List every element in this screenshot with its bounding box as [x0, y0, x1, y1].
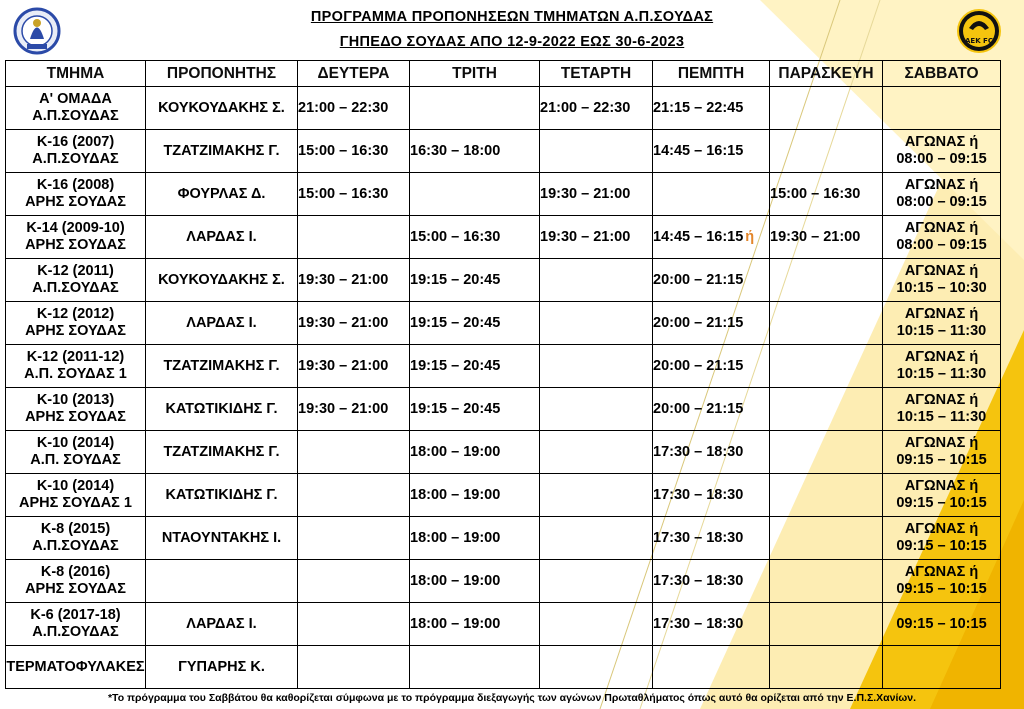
mon-slot-cell [298, 603, 410, 646]
saturday-time: 08:00 – 09:15 [896, 151, 987, 167]
coach-cell: ΤΖΑΤΖΙΜΑΚΗΣ Γ. [146, 431, 298, 474]
time-slot: 18:00 – 19:00 [410, 573, 501, 589]
mon-slot-cell [298, 474, 410, 517]
time-slot: 19:30 – 21:00 [298, 272, 389, 288]
coach-cell: ΚΟΥΚΟΥΔΑΚΗΣ Σ. [146, 87, 298, 130]
saturday-cell [883, 474, 1001, 517]
table-header-row [6, 61, 1001, 87]
wed-slot-cell [540, 130, 653, 173]
thu-slot-cell [653, 603, 770, 646]
match-or-label: ΑΓΩΝΑΣ ή [904, 435, 979, 451]
wed-slot-cell [540, 259, 653, 302]
time-slot: 17:30 – 18:30 [653, 487, 744, 503]
table-row [6, 130, 1001, 173]
wed-slot-cell [540, 345, 653, 388]
team-name: ΤΕΡΜΑΤΟΦΥΛΑΚΕΣ [6, 658, 145, 675]
fri-slot-cell [770, 302, 883, 345]
team-cell [6, 302, 146, 345]
mon-slot-cell [298, 130, 410, 173]
match-or-label: ΑΓΩΝΑΣ ή [904, 349, 979, 365]
thu-slot-cell [653, 560, 770, 603]
team-cell [6, 173, 146, 216]
mon-slot-cell [298, 560, 410, 603]
wed-slot-cell [540, 302, 653, 345]
match-or-label: ΑΓΩΝΑΣ ή [904, 263, 979, 279]
tue-slot-cell [410, 517, 540, 560]
time-slot: 21:15 – 22:45 [653, 100, 744, 116]
coach-cell: ΛΑΡΔΑΣ Ι. [146, 302, 298, 345]
table-row [6, 560, 1001, 603]
time-slot: 15:00 – 16:30 [298, 143, 389, 159]
coach-cell: ΦΟΥΡΛΑΣ Δ. [146, 173, 298, 216]
fri-slot-cell [770, 560, 883, 603]
team-name: Κ-8 (2015) [40, 521, 111, 537]
thu-slot-cell [653, 474, 770, 517]
wed-slot-cell [540, 216, 653, 259]
time-slot: 19:30 – 21:00 [298, 315, 389, 331]
time-slot: 17:30 – 18:30 [653, 530, 744, 546]
page-title: ΠΡΟΓΡΑΜΜΑ ΠΡΟΠΟΝΗΣΕΩΝ ΤΜΗΜΑΤΩΝ Α.Π.ΣΟΥΔΑΣ [310, 9, 714, 25]
saturday-time: 09:15 – 10:15 [896, 495, 987, 511]
team-cell [6, 431, 146, 474]
wed-slot-cell [540, 431, 653, 474]
thu-slot-cell [653, 216, 770, 259]
team-name: Κ-8 (2016) [40, 564, 111, 580]
header-saturday: ΣΑΒΒΑΤΟ [883, 61, 1001, 87]
team-cell [6, 388, 146, 431]
team-name: Κ-14 (2009-10) [26, 220, 125, 236]
saturday-time: 10:15 – 11:30 [896, 366, 987, 382]
match-or-label: ΑΓΩΝΑΣ ή [904, 220, 979, 236]
coach-cell: ΚΑΤΩΤΙΚΙΔΗΣ Γ. [146, 474, 298, 517]
team-club: ΑΡΗΣ ΣΟΥΔΑΣ [25, 237, 126, 253]
team-club: Α.Π.ΣΟΥΔΑΣ [32, 108, 119, 124]
coach-cell: ΛΑΡΔΑΣ Ι. [146, 603, 298, 646]
time-slot: 18:00 – 19:00 [410, 487, 501, 503]
team-cell [6, 130, 146, 173]
wed-slot-cell [540, 388, 653, 431]
team-name: Κ-12 (2011) [37, 263, 114, 279]
mon-slot-cell [298, 517, 410, 560]
mon-slot-cell [298, 302, 410, 345]
match-or-label: ΑΓΩΝΑΣ ή [904, 478, 979, 494]
table-row [6, 345, 1001, 388]
mon-slot-cell [298, 259, 410, 302]
team-club: Α.Π. ΣΟΥΔΑΣ [30, 452, 121, 468]
thu-slot-cell [653, 345, 770, 388]
time-slot: 19:30 – 21:00 [540, 186, 631, 202]
tue-slot-cell [410, 603, 540, 646]
saturday-time: 09:15 – 10:15 [896, 615, 987, 632]
coach-cell [146, 560, 298, 603]
time-slot: 18:00 – 19:00 [410, 616, 501, 632]
match-or-label: ΑΓΩΝΑΣ ή [904, 134, 979, 150]
coach-cell: ΝΤΑΟΥΝΤΑΚΗΣ Ι. [146, 517, 298, 560]
team-name: Κ-12 (2011-12) [26, 349, 125, 365]
team-club: Α.Π.ΣΟΥΔΑΣ [32, 538, 119, 554]
fri-slot-cell [770, 87, 883, 130]
team-cell [6, 216, 146, 259]
thu-slot-cell [653, 517, 770, 560]
thu-slot-cell [653, 431, 770, 474]
page-subtitle: ΓΗΠΕΔΟ ΣΟΥΔΑΣ ΑΠΟ 12-9-2022 ΕΩΣ 30-6-2023 [339, 34, 685, 50]
table-row [6, 259, 1001, 302]
time-slot: 18:00 – 19:00 [410, 444, 501, 460]
header-team: ΤΜΗΜΑ [6, 61, 146, 87]
saturday-cell [883, 216, 1001, 259]
team-name: Κ-6 (2017-18) [30, 607, 121, 623]
thu-slot-cell [653, 259, 770, 302]
tue-slot-cell [410, 646, 540, 689]
coach-cell: ΤΖΑΤΖΙΜΑΚΗΣ Γ. [146, 345, 298, 388]
saturday-time: 09:15 – 10:15 [896, 581, 987, 597]
time-slot: 19:15 – 20:45 [410, 401, 501, 417]
table-row [6, 474, 1001, 517]
table-row [6, 87, 1001, 130]
tue-slot-cell [410, 173, 540, 216]
time-slot: 19:30 – 21:00 [770, 229, 861, 245]
fri-slot-cell [770, 259, 883, 302]
time-slot: 19:15 – 20:45 [410, 358, 501, 374]
saturday-cell [883, 173, 1001, 216]
time-slot: 20:00 – 21:15 [653, 358, 744, 374]
wed-slot-cell [540, 87, 653, 130]
header-coach: ΠΡΟΠΟΝΗΤΗΣ [146, 61, 298, 87]
saturday-cell [883, 388, 1001, 431]
team-club: ΑΡΗΣ ΣΟΥΔΑΣ [25, 194, 126, 210]
time-slot: 18:00 – 19:00 [410, 530, 501, 546]
table-row [6, 216, 1001, 259]
fri-slot-cell [770, 388, 883, 431]
match-or-label: ΑΓΩΝΑΣ ή [904, 177, 979, 193]
time-slot: 17:30 – 18:30 [653, 573, 744, 589]
time-slot: 20:00 – 21:15 [653, 401, 744, 417]
table-row [6, 603, 1001, 646]
team-club: ΑΡΗΣ ΣΟΥΔΑΣ [25, 323, 126, 339]
fri-slot-cell [770, 345, 883, 388]
saturday-time: 10:15 – 11:30 [896, 323, 987, 339]
tue-slot-cell [410, 302, 540, 345]
team-name: Α' ΟΜΑΔΑ [39, 91, 112, 107]
saturday-time: 09:15 – 10:15 [896, 538, 987, 554]
team-name: Κ-12 (2012) [36, 306, 115, 322]
time-slot: 14:45 – 16:15 [653, 143, 744, 159]
team-name: Κ-16 (2007) [36, 134, 115, 150]
fri-slot-cell [770, 173, 883, 216]
match-or-label: ΑΓΩΝΑΣ ή [904, 521, 979, 537]
header-thursday: ΠΕΜΠΤΗ [653, 61, 770, 87]
time-slot: 20:00 – 21:15 [653, 315, 744, 331]
team-cell [6, 345, 146, 388]
thu-slot-cell [653, 130, 770, 173]
saturday-time: 10:15 – 11:30 [896, 409, 987, 425]
mon-slot-cell [298, 388, 410, 431]
table-row [6, 517, 1001, 560]
saturday-cell [883, 345, 1001, 388]
wed-slot-cell [540, 646, 653, 689]
aek-logo-text: AEK FC [965, 37, 993, 45]
tue-slot-cell [410, 388, 540, 431]
tue-slot-cell [410, 431, 540, 474]
team-club: ΑΡΗΣ ΣΟΥΔΑΣ [25, 581, 126, 597]
saturday-cell [883, 87, 1001, 130]
saturday-cell [883, 431, 1001, 474]
coach-cell: ΓΥΠΑΡΗΣ Κ. [146, 646, 298, 689]
team-club: Α.Π. ΣΟΥΔΑΣ 1 [24, 366, 127, 382]
fri-slot-cell [770, 517, 883, 560]
thu-slot-cell [653, 646, 770, 689]
wed-slot-cell [540, 603, 653, 646]
mon-slot-cell [298, 216, 410, 259]
time-slot: 19:30 – 21:00 [298, 401, 389, 417]
tue-slot-cell [410, 216, 540, 259]
time-slot: 21:00 – 22:30 [540, 100, 631, 116]
time-slot: 17:30 – 18:30 [653, 616, 744, 632]
saturday-cell [883, 259, 1001, 302]
mon-slot-cell [298, 87, 410, 130]
time-slot: 19:30 – 21:00 [540, 229, 631, 245]
tue-slot-cell [410, 259, 540, 302]
wed-slot-cell [540, 517, 653, 560]
match-or-label: ΑΓΩΝΑΣ ή [904, 392, 979, 408]
mon-slot-cell [298, 345, 410, 388]
saturday-time: 09:15 – 10:15 [896, 452, 987, 468]
footnote: *Το πρόγραμμα του Σαββάτου θα καθορίζεται σύμφωνα με το πρόγραμμα διεξαγωγής των αγώνων Πρωταθλήματος όπως αυτό θα ορίζεται από την Ε.Π.Σ.Χανίων. [107, 692, 917, 704]
coach-cell: ΚΑΤΩΤΙΚΙΔΗΣ Γ. [146, 388, 298, 431]
saturday-cell [883, 302, 1001, 345]
header-monday: ΔΕΥΤΕΡΑ [298, 61, 410, 87]
time-slot: 15:00 – 16:30 [410, 229, 501, 245]
coach-cell: ΚΟΥΚΟΥΔΑΚΗΣ Σ. [146, 259, 298, 302]
wed-slot-cell [540, 474, 653, 517]
mon-slot-cell [298, 431, 410, 474]
coach-cell: ΤΖΑΤΖΙΜΑΚΗΣ Γ. [146, 130, 298, 173]
team-name: Κ-10 (2014) [36, 478, 115, 494]
team-name: Κ-16 (2008) [36, 177, 115, 193]
team-club: ΑΡΗΣ ΣΟΥΔΑΣ [25, 409, 126, 425]
saturday-time: 10:15 – 10:30 [896, 280, 987, 296]
team-cell [6, 560, 146, 603]
header-friday: ΠΑΡΑΣΚΕΥΗ [770, 61, 883, 87]
time-slot: 16:30 – 18:00 [410, 143, 501, 159]
team-cell [6, 259, 146, 302]
thu-slot-cell [653, 87, 770, 130]
thu-slot-cell [653, 388, 770, 431]
saturday-time: 08:00 – 09:15 [896, 194, 987, 210]
saturday-cell [883, 130, 1001, 173]
fri-slot-cell [770, 646, 883, 689]
thu-slot-cell [653, 302, 770, 345]
saturday-cell [883, 517, 1001, 560]
wed-slot-cell [540, 173, 653, 216]
team-cell [6, 646, 146, 689]
saturday-time: 08:00 – 09:15 [896, 237, 987, 253]
table-row [6, 388, 1001, 431]
tue-slot-cell [410, 345, 540, 388]
header-wednesday: ΤΕΤΑΡΤΗ [540, 61, 653, 87]
mon-slot-cell [298, 173, 410, 216]
tue-slot-cell [410, 130, 540, 173]
time-slot: 14:45 – 16:15 [653, 229, 744, 245]
time-slot: 19:15 – 20:45 [410, 272, 501, 288]
team-name: Κ-10 (2013) [36, 392, 115, 408]
training-schedule-table [5, 60, 1001, 689]
time-slot: 20:00 – 21:15 [653, 272, 744, 288]
table-row [6, 646, 1001, 689]
time-slot: 15:00 – 16:30 [770, 186, 861, 202]
team-cell [6, 87, 146, 130]
time-slot: 17:30 – 18:30 [653, 444, 744, 460]
tue-slot-cell [410, 87, 540, 130]
table-row [6, 431, 1001, 474]
team-club: ΑΡΗΣ ΣΟΥΔΑΣ 1 [19, 495, 132, 511]
time-slot: 19:30 – 21:00 [298, 358, 389, 374]
tue-slot-cell [410, 474, 540, 517]
time-slot: 19:15 – 20:45 [410, 315, 501, 331]
fri-slot-cell [770, 130, 883, 173]
team-cell [6, 603, 146, 646]
team-club: Α.Π.ΣΟΥΔΑΣ [32, 280, 119, 296]
fri-slot-cell [770, 216, 883, 259]
tue-slot-cell [410, 560, 540, 603]
fri-slot-cell [770, 603, 883, 646]
team-club: Α.Π.ΣΟΥΔΑΣ [32, 624, 119, 640]
table-row [6, 302, 1001, 345]
time-slot: 21:00 – 22:30 [298, 100, 389, 116]
team-cell [6, 474, 146, 517]
saturday-cell [883, 646, 1001, 689]
team-club: Α.Π.ΣΟΥΔΑΣ [32, 151, 119, 167]
team-cell [6, 517, 146, 560]
header-tuesday: ΤΡΙΤΗ [410, 61, 540, 87]
wed-slot-cell [540, 560, 653, 603]
coach-cell: ΛΑΡΔΑΣ Ι. [146, 216, 298, 259]
time-slot: 15:00 – 16:30 [298, 186, 389, 202]
mon-slot-cell [298, 646, 410, 689]
saturday-cell [883, 560, 1001, 603]
thu-slot-cell [653, 173, 770, 216]
fri-slot-cell [770, 474, 883, 517]
saturday-cell [883, 603, 1001, 646]
match-or-label: ΑΓΩΝΑΣ ή [904, 306, 979, 322]
match-or-label: ΑΓΩΝΑΣ ή [904, 564, 979, 580]
fri-slot-cell [770, 431, 883, 474]
table-row [6, 173, 1001, 216]
or-marker: ή [745, 229, 755, 245]
team-name: Κ-10 (2014) [36, 435, 115, 451]
